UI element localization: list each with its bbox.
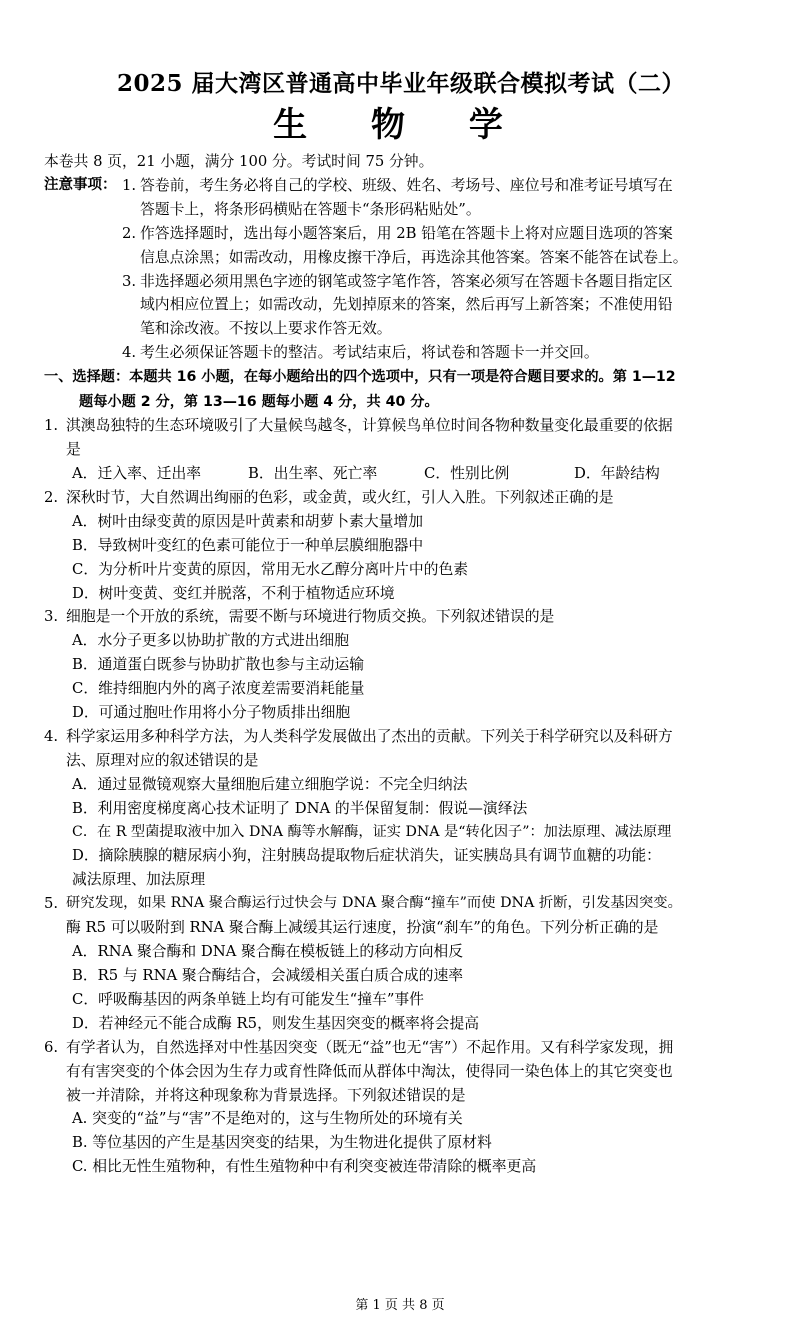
option-a: A．RNA 聚合酶和 DNA 聚合酶在模板链上的移动方向相反	[72, 943, 464, 961]
notice-item-number: 1.	[122, 176, 137, 194]
option-b: B. 等位基因的产生是基因突变的结果，为生物进化提供了原材料	[72, 1134, 492, 1152]
page-footer: 第 1 页 共 8 页	[355, 1298, 445, 1313]
question-stem-line: 被一并清除，并将这种现象称为背景选择。下列叙述错误的是	[66, 1086, 466, 1104]
option-c: C．在 R 型菌提取液中加入 DNA 酶等水解酶，证实 DNA 是“转化因子”：加法原理、减法原理	[72, 823, 672, 840]
section-heading-line: 题每小题 2 分，第 13—16 题每小题 4 分，共 40 分。	[79, 393, 439, 410]
notice-item-number: 4.	[122, 344, 137, 362]
option-c: C．性别比例	[424, 464, 510, 482]
option-b: B．导致树叶变红的色素可能位于一种单层膜细胞器中	[72, 536, 424, 554]
notice-items	[122, 174, 758, 365]
question-stem-line: 淇澳岛独特的生态环境吸引了大量候鸟越冬，计算候鸟单位时间各物种数量变化最重要的依据	[66, 417, 673, 435]
option-b: B．利用密度梯度离心技术证明了 DNA 的半保留复制：假说—演绎法	[72, 799, 528, 817]
notice-label: 注意事项：	[44, 176, 117, 193]
option-d: D．若神经元不能合成酶 R5，则发生基因突变的概率将会提高	[72, 1014, 480, 1032]
notice-line: 笔和涂改液。不按以上要求作答无效。	[140, 320, 392, 338]
option-b: B．通道蛋白既参与协助扩散也参与主动运输	[72, 656, 365, 674]
question-number: 4.	[44, 727, 59, 745]
notice-item	[122, 341, 758, 365]
subject-title: 生 物 学	[273, 105, 529, 145]
notice-line: 信息点涂黑；如需改动，用橡皮擦干净后，再选涂其他答案。答案不能答在试卷上。	[140, 248, 688, 266]
option-a: A．树叶由绿变黄的原因是叶黄素和胡萝卜素大量增加	[72, 512, 424, 530]
option-b: B．出生率、死亡率	[248, 464, 378, 482]
section-heading-line: 一、选择题：本题共 16 小题，在每小题给出的四个选项中，只有一项是符合题目要求的。第 1—12	[44, 369, 676, 386]
question-stem-line: 酶 R5 可以吸附到 RNA 聚合酶上减缓其运行速度，扮演“刹车”的角色。下列分析正确的是	[66, 919, 659, 937]
notice-item	[122, 174, 758, 222]
question-4	[44, 725, 758, 773]
option-a: A．迁入率、迁出率	[72, 464, 202, 482]
question-stem-line: 深秋时节，大自然调出绚丽的色彩，或金黄，或火红，引人入胜。下列叙述正确的是	[66, 488, 614, 506]
question-stem-line: 细胞是一个开放的系统，需要不断与环境进行物质交换。下列叙述错误的是	[66, 608, 555, 626]
question-1	[44, 414, 758, 462]
exam-page	[0, 70, 800, 1324]
option-c: C．维持细胞内外的离子浓度差需要消耗能量	[72, 680, 365, 698]
option-c: C．为分析叶片变黄的原因，常用无水乙醇分离叶片中的色素	[72, 560, 469, 578]
question-1-options	[44, 462, 758, 486]
option-b: B．R5 与 RNA 聚合酶结合，会减缓相关蛋白质合成的速率	[72, 967, 464, 984]
question-stem-line: 有学者认为，自然选择对中性基因突变（既无“益”也无“害”）不起作用。又有科学家发现，拥	[66, 1038, 674, 1056]
notice-line: 非选择题必须用黑色字迹的钢笔或签字笔作答，答案必须写在答题卡各题目指定区	[140, 272, 673, 290]
question-6	[44, 1036, 758, 1108]
exam-title: 2025 届大湾区普通高中毕业年级联合模拟考试（二）	[116, 70, 686, 97]
question-3	[44, 605, 758, 629]
question-number: 6.	[44, 1038, 59, 1056]
option-a: A. 突变的“益”与“害”不是绝对的，这与生物所处的环境有关	[72, 1110, 463, 1128]
notice-item	[122, 222, 758, 270]
notice-item	[122, 270, 758, 342]
option-d: D．摘除胰腺的糖尿病小狗，注射胰岛提取物后症状消失，证实胰岛具有调节血糖的功能：	[72, 847, 661, 865]
option-d-continued: 减法原理、加法原理	[72, 871, 206, 889]
notice-line: 答卷前，考生务必将自己的学校、班级、姓名、考场号、座位号和准考证号填写在	[140, 176, 673, 194]
section-heading	[44, 365, 758, 414]
notice-block	[44, 174, 758, 365]
notice-line: 域内相应位置上；如需改动，先划掉原来的答案，然后再写上新答案；不准使用铅	[140, 296, 673, 314]
question-stem-line: 法、原理对应的叙述错误的是	[66, 751, 259, 769]
question-number: 5.	[44, 895, 59, 913]
question-stem-line: 是	[66, 441, 81, 459]
question-number: 1.	[44, 417, 59, 435]
option-c: C．呼吸酶基因的两条单链上均有可能发生“撞车”事件	[72, 990, 424, 1008]
option-c: C. 相比无性生殖物种，有性生殖物种中有利突变被连带清除的概率更高	[72, 1158, 537, 1176]
question-5	[44, 892, 758, 940]
option-d: D．可通过胞吐作用将小分子物质排出细胞	[72, 704, 351, 722]
question-stem-line: 有有害突变的个体会因为生存力或育性降低而从群体中淘汰，使得同一染色体上的其它突变也	[66, 1062, 673, 1080]
notice-line: 作答选择题时，选出每小题答案后，用 2B 铅笔在答题卡上将对应题目选项的答案	[140, 224, 673, 242]
notice-line: 答题卡上，将条形码横贴在答题卡“条形码粘贴处”。	[140, 200, 481, 218]
exam-meta: 本卷共 8 页，21 小题，满分 100 分。考试时间 75 分钟。	[44, 153, 434, 170]
question-number: 2.	[44, 488, 59, 506]
option-a: A．通过显微镜观察大量细胞后建立细胞学说：不完全归纳法	[72, 775, 468, 793]
question-number: 3.	[44, 608, 59, 626]
notice-line: 考生必须保证答题卡的整洁。考试结束后，将试卷和答题卡一并交回。	[140, 344, 599, 362]
notice-item-number: 2.	[122, 224, 137, 242]
question-2	[44, 486, 758, 510]
option-d: D．年龄结构	[574, 464, 660, 482]
notice-item-number: 3.	[122, 272, 137, 290]
option-a: A．水分子更多以协助扩散的方式进出细胞	[72, 632, 350, 650]
option-d: D．树叶变黄、变红并脱落，不利于植物适应环境	[72, 584, 395, 602]
question-stem-line: 科学家运用多种科学方法，为人类科学发展做出了杰出的贡献。下列关于科学研究以及科研方	[66, 727, 673, 745]
question-stem-line: 研究发现，如果 RNA 聚合酶运行过快会与 DNA 聚合酶“撞车”而使 DNA 折断，引发基因突变。	[66, 895, 682, 912]
